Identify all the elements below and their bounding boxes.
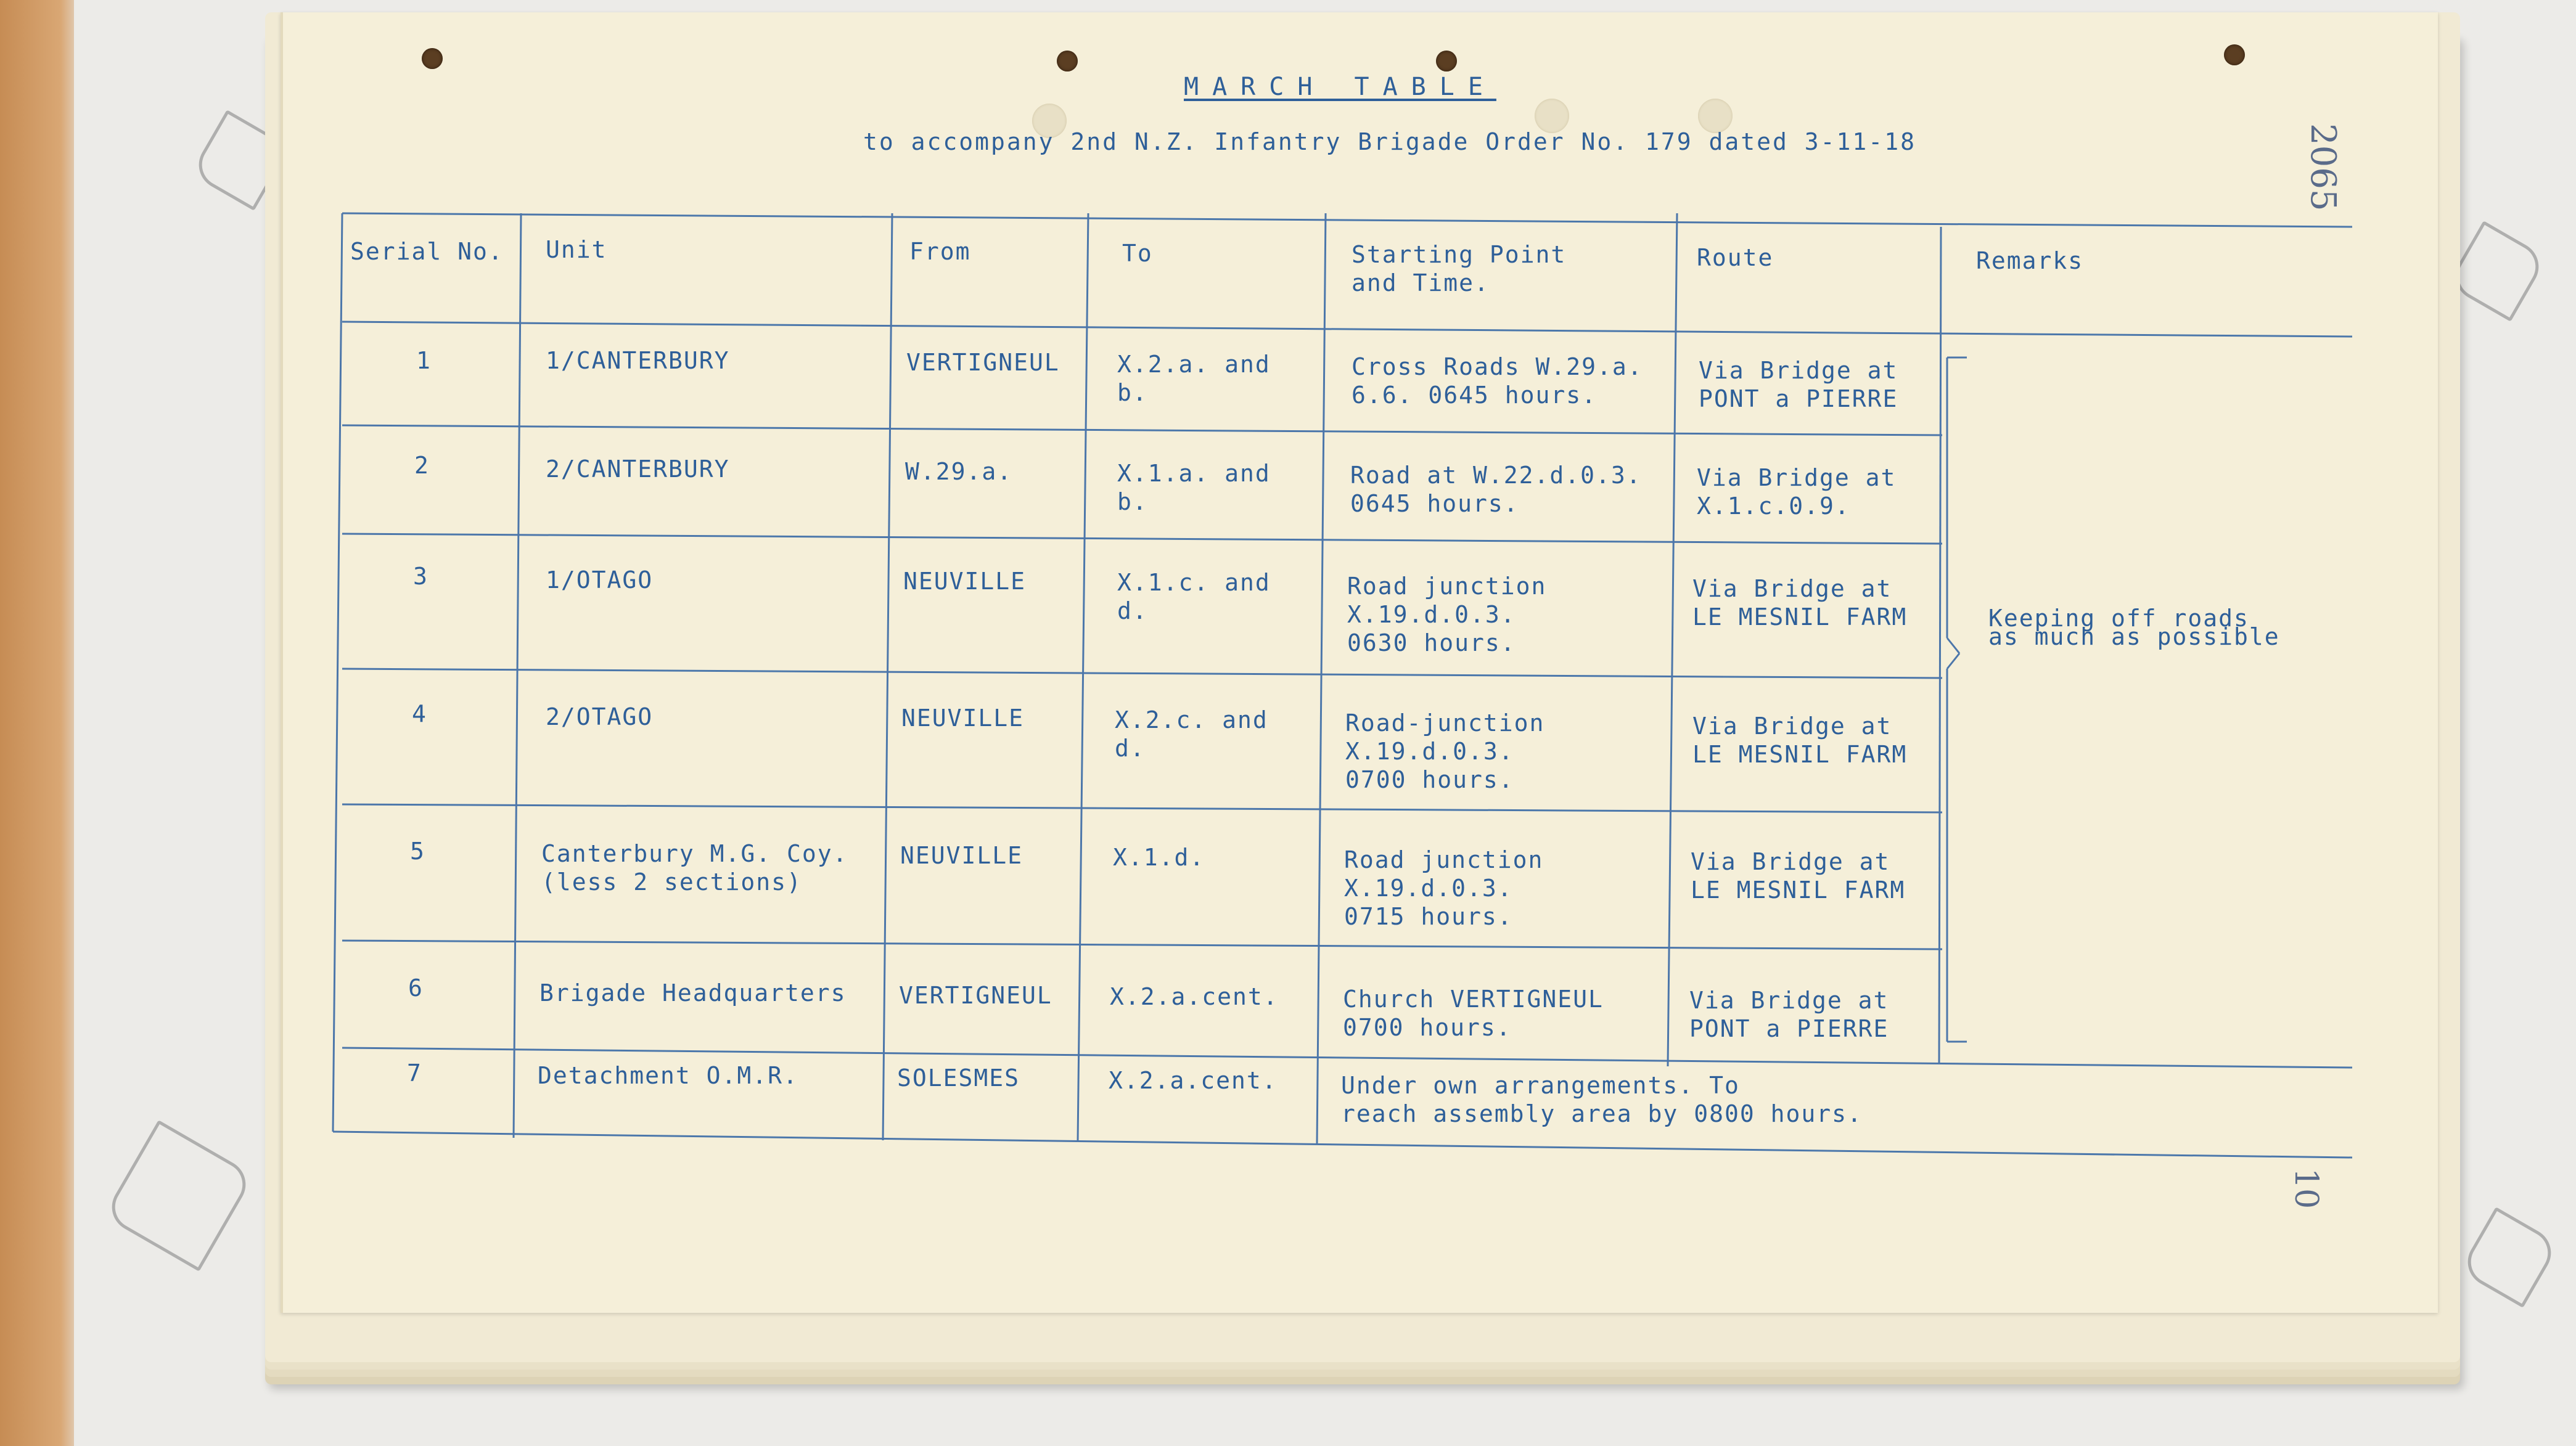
row-1-from: VERTIGNEUL [906,349,1060,376]
row-3-from: NEUVILLE [903,568,1027,595]
row-6-start: Church VERTIGNEUL 0700 hours. [1343,986,1604,1041]
row-4-start: Road-junction X.19.d.0.3. 0700 hours. [1345,709,1545,793]
row-2-unit: 2/CANTERBURY [546,455,730,483]
row-4-unit: 2/OTAGO [546,703,654,730]
punch-hole [1436,51,1457,71]
punch-hole [422,48,443,69]
row-7-to: X.2.a.cent. [1109,1067,1278,1094]
row-6-serial: 6 [408,974,424,1002]
row-1-serial: 1 [416,347,432,374]
row-2-serial: 2 [414,452,430,479]
row-7-start: Under own arrangements. To reach assembly area by 0800 hours. [1341,1072,1863,1127]
punch-hole [1057,51,1078,71]
header-from: From [909,238,971,265]
row-5-route: Via Bridge at LE MESNIL FARM [1691,848,1906,904]
page-number-top: 2065 [2303,123,2343,211]
punch-hole [2224,44,2245,65]
desk-edge [0,0,86,1446]
header-serial: Serial No. [350,238,504,265]
document-subtitle: to accompany 2nd N.Z. Infantry Brigade Order No. 179 dated 3-11-18 [863,128,1916,155]
row-4-to: X.2.c. and d. [1115,706,1268,762]
header-starting-point: Starting Point and Time. [1352,241,1567,296]
row-5-unit: Canterbury M.G. Coy. (less 2 sections) [541,840,848,896]
row-7-unit: Detachment O.M.R. [538,1062,798,1089]
row-5-start: Road junction X.19.d.0.3. 0715 hours. [1344,846,1544,930]
row-7-serial: 7 [407,1060,422,1087]
row-6-from: VERTIGNEUL [899,982,1052,1009]
row-6-route: Via Bridge at PONT a PIERRE [1689,987,1889,1042]
row-6-unit: Brigade Headquarters [539,979,847,1007]
document-title: MARCH TABLE [1184,73,1496,101]
header-unit: Unit [546,236,607,263]
header-remarks: Remarks [1976,247,2084,274]
row-4-from: NEUVILLE [901,705,1025,732]
row-3-start: Road junction X.19.d.0.3. 0630 hours. [1347,573,1547,656]
row-1-start: Cross Roads W.29.a. 6.6. 0645 hours. [1352,353,1643,409]
row-2-start: Road at W.22.d.0.3. 0645 hours. [1350,462,1642,517]
row-1-to: X.2.a. and b. [1117,351,1271,406]
row-3-serial: 3 [413,563,429,590]
row-5-to: X.1.d. [1113,844,1205,871]
header-route: Route [1697,244,1774,271]
row-3-to: X.1.c. and d. [1117,569,1271,624]
row-1-unit: 1/CANTERBURY [546,347,730,374]
row-2-to: X.1.a. and b. [1117,460,1271,515]
remarks-note: Keeping off roads as much as possible [1988,605,2280,650]
row-6-to: X.2.a.cent. [1110,983,1279,1010]
row-1-route: Via Bridge at PONT a PIERRE [1699,357,1898,412]
row-4-serial: 4 [412,700,427,727]
row-2-route: Via Bridge at X.1.c.0.9. [1697,464,1897,520]
header-to: To [1122,240,1153,267]
row-2-from: W.29.a. [905,458,1013,485]
page-number-bottom: 10 [2287,1168,2324,1209]
row-5-serial: 5 [410,838,425,865]
row-5-from: NEUVILLE [900,842,1023,869]
row-3-route: Via Bridge at LE MESNIL FARM [1692,575,1908,631]
row-7-from: SOLESMES [897,1064,1020,1092]
row-4-route: Via Bridge at LE MESNIL FARM [1692,713,1908,768]
row-3-unit: 1/OTAGO [546,566,654,594]
